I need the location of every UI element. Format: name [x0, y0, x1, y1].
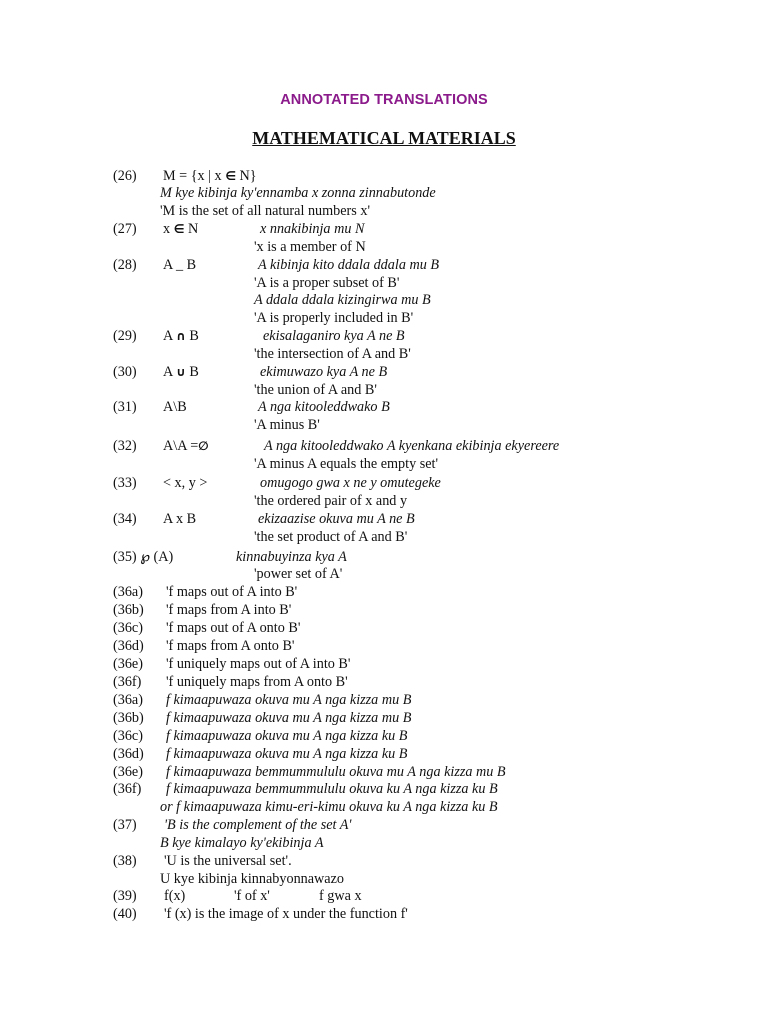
english-gloss: 'the set product of A and B'	[254, 529, 408, 545]
luganda-translation: A kibinja kito ddala ddala mu B	[258, 257, 440, 273]
entry-number: (32)	[113, 438, 137, 454]
english-gloss: 'the ordered pair of x and y	[254, 493, 408, 509]
luganda-translation: kinnabuyinza kya A	[236, 549, 347, 565]
section-header: ANNOTATED TRANSLATIONS	[280, 92, 488, 108]
entry-number: (29)	[113, 328, 137, 344]
entry-number: (36f)	[113, 674, 142, 690]
entry-number: (36c)	[113, 728, 143, 744]
entry-number: (31)	[113, 399, 137, 415]
entry-number: (36b)	[113, 602, 144, 618]
english-gloss: 'f (x) is the image of x under the function f'	[164, 906, 408, 922]
english-gloss: 'A is properly included in B'	[254, 310, 414, 326]
english-gloss: 'f maps from A onto B'	[166, 638, 295, 654]
entry-number: (36f)	[113, 781, 142, 797]
luganda-translation: ekisalaganiro kya A ne B	[263, 328, 405, 344]
english-gloss: 'f maps out of A into B'	[166, 584, 298, 600]
english-gloss: 'f uniquely maps from A onto B'	[166, 674, 348, 690]
luganda-translation: f kimaapuwaza bemmummululu okuva mu A nga kizza mu B	[166, 764, 506, 780]
element-of-icon: ∈	[173, 222, 185, 236]
page-title: MATHEMATICAL MATERIALS	[252, 128, 516, 148]
formula: A x B	[163, 511, 197, 527]
english-gloss: 'f uniquely maps out of A into B'	[166, 656, 351, 672]
english-gloss: 'A minus A equals the empty set'	[254, 456, 439, 472]
formula: A\A =∅	[163, 438, 209, 454]
intersection-icon: ∩	[176, 329, 186, 343]
entry-number: (40)	[113, 906, 137, 922]
entry-number: (30)	[113, 364, 137, 380]
english-gloss: 'A minus B'	[254, 417, 320, 433]
luganda-translation: A nga kitooleddwako A kyenkana ekibinja ekyereere	[264, 438, 560, 454]
formula: A\B	[163, 399, 187, 415]
luganda-translation: A ddala ddala kizingirwa mu B	[254, 292, 431, 308]
english-gloss: 'M is the set of all natural numbers x'	[160, 203, 370, 219]
empty-set-icon: ∅	[198, 439, 209, 453]
luganda-translation: U kye kibinja kinnabyonnawazo	[160, 871, 344, 887]
entry-number: (34)	[113, 511, 137, 527]
luganda-translation: or f kimaapuwaza kimu-eri-kimu okuva ku A nga kizza ku B	[160, 799, 498, 815]
power-set-icon: ℘	[140, 549, 150, 565]
luganda-translation: omugogo gwa x ne y omutegeke	[260, 475, 441, 491]
entry-number: (36b)	[113, 710, 144, 726]
formula: f(x)	[164, 888, 186, 904]
english-gloss: 'f maps out of A onto B'	[166, 620, 301, 636]
formula: < x, y >	[163, 475, 208, 491]
luganda-translation: B kye kimalayo ky'ekibinja A	[160, 835, 324, 851]
english-gloss: 'power set of A'	[254, 566, 343, 582]
english-gloss: 'the intersection of A and B'	[254, 346, 411, 362]
entry-number: (39)	[113, 888, 137, 904]
entry-number: (27)	[113, 221, 137, 237]
entry-number: (36d)	[113, 746, 144, 762]
entry-number: (33)	[113, 475, 137, 491]
entry-number: (37)	[113, 817, 137, 833]
luganda-translation: f kimaapuwaza okuva mu A nga kizza ku B	[166, 746, 408, 762]
english-gloss: 'U is the universal set'.	[164, 853, 292, 869]
entry-number: (36e)	[113, 764, 143, 780]
english-gloss: 'f of x'	[234, 888, 270, 904]
english-gloss: 'A is a proper subset of B'	[254, 275, 400, 291]
english-gloss: 'the union of A and B'	[254, 382, 377, 398]
formula: M = {x | x ∈ N}	[163, 168, 257, 184]
entry-number: (28)	[113, 257, 137, 273]
luganda-translation: A nga kitooleddwako B	[258, 399, 390, 415]
english-gloss: 'B is the complement of the set A'	[164, 817, 352, 833]
luganda-translation: x nnakibinja mu N	[260, 221, 365, 237]
entry-number: (26)	[113, 168, 137, 184]
formula: A ∪ B	[163, 364, 199, 380]
formula: A _ B	[163, 257, 197, 273]
union-icon: ∪	[176, 365, 186, 379]
english-gloss: 'x is a member of N	[254, 239, 366, 255]
entry-number: (36d)	[113, 638, 144, 654]
entry-number: (35) ℘ (A)	[113, 549, 174, 565]
entry-number: (36a)	[113, 692, 143, 708]
entry-number: (36c)	[113, 620, 143, 636]
luganda-translation: f gwa x	[319, 888, 362, 904]
entry-number: (38)	[113, 853, 137, 869]
english-gloss: 'f maps from A into B'	[166, 602, 292, 618]
entry-number: (36e)	[113, 656, 143, 672]
formula: A ∩ B	[163, 328, 199, 344]
luganda-translation: ekizaazise okuva mu A ne B	[258, 511, 415, 527]
luganda-translation: f kimaapuwaza bemmummululu okuva ku A nga kizza ku B	[166, 781, 498, 797]
formula: x ∈ N	[163, 221, 199, 237]
luganda-translation: f kimaapuwaza okuva mu A nga kizza mu B	[166, 710, 412, 726]
entry-number: (36a)	[113, 584, 143, 600]
luganda-translation: M kye kibinja ky'ennamba x zonna zinnabutonde	[160, 185, 436, 201]
luganda-translation: f kimaapuwaza okuva mu A nga kizza ku B	[166, 728, 408, 744]
luganda-translation: ekimuwazo kya A ne B	[260, 364, 388, 380]
luganda-translation: f kimaapuwaza okuva mu A nga kizza mu B	[166, 692, 412, 708]
element-of-icon: ∈	[225, 169, 236, 183]
